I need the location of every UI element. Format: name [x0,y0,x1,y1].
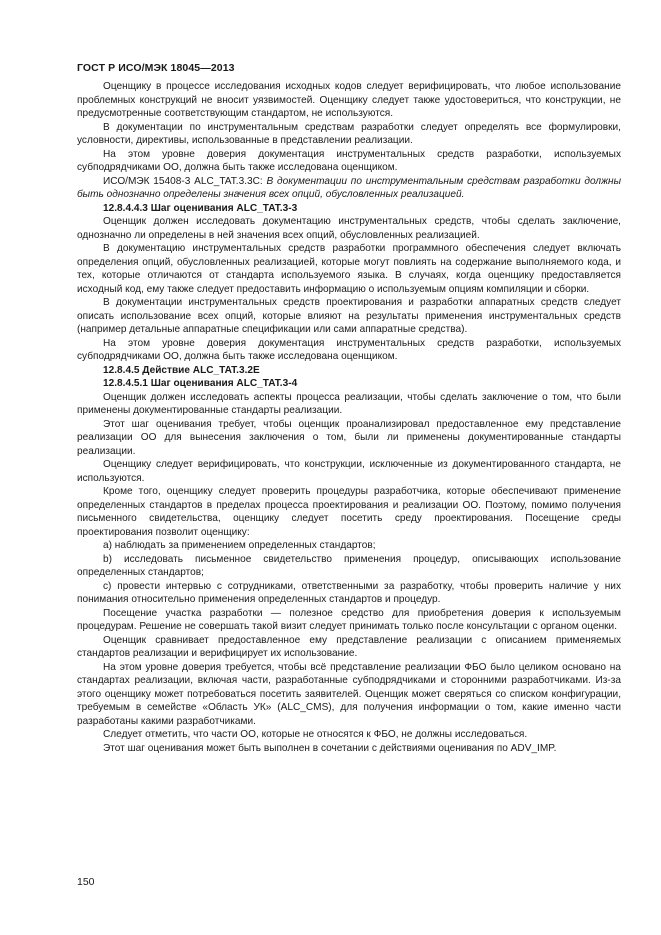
section-heading: 12.8.4.4.3 Шаг оценивания ALC_TAT.3-3 [103,202,298,214]
paragraph: Оценщик должен исследовать документацию инструментальных средств, чтобы сделать заключение, однозначно ли определены в ней значения всех опций, обусловленных реализацией. [77,216,621,241]
paragraph: Этот шаг оценивания требует, чтобы оценщик проанализировал предоставленное ему представление реализации ОО для вынесения заключения о том, были ли применены документированные стандарты реализации. [77,418,621,457]
paragraph: В документации инструментальных средств проектирования и разработки аппаратных средств следует описать использование всех опций, которые влияют на результаты применения инструментальных средств (например детальные аппаратные спецификации или сами аппаратные средства). [77,297,621,335]
iso-reference-text: В документации по инструментальным средствам разработки должны быть однозначно определены значения всех опций, обусловленных реализацией. [77,175,621,200]
paragraph: На этом уровне доверия документация инструментальных средств разработки, используемых субподрядчиками ОО, должна быть также исследована оценщиком. [77,148,621,173]
iso-reference [77,175,621,202]
paragraph: Оценщику в процессе исследования исходных кодов следует верифицировать, что любое использование проблемных конструкций не вносит уязвимостей. Оценщику следует также удостовериться, что конструкции, не предусмотренные соответствующим стандартом, не используются. [77,81,621,119]
paragraph: В документацию инструментальных средств разработки программного обеспечения следует включать определения опций, обусловленных реализацией, которые могут повлиять на содержание выполняемого кода, и тех, которые отличаются от стандарта используемого языка. В случаях, когда оценщику предоставляется исходный код, ему также следует предоставить информацию о используемым опциям компиляции и сборки. [77,243,621,295]
section-heading: 12.8.4.5.1 Шаг оценивания ALC_TAT.3-4 [103,378,298,389]
list-item: b) исследовать письменное свидетельство применения процедур, описывающих использование определенных стандартов; [77,553,621,578]
paragraph: На этом уровне доверия требуется, чтобы всё представление реализации ФБО было целиком основано на стандартах реализации, включая части, разработанные субподрядчиками и сторонними разработчиками. Из-за этого оценщику может потребоваться посетить заявителей. Оценщик может сверяться со списком конфигурации, требуемым в семействе «Область УК» (ALC_CMS), для получения информации о том, какие именно части разработаны какими разработчиками. [77,661,621,727]
iso-reference-prefix: ИСО/МЭК 15408-3 ALC_TAT.3.3C: [103,175,267,187]
page-number: 150 [77,876,95,888]
paragraph: Оценщик сравнивает предоставленное ему представление реализации с описанием применяемых стандартов реализации и верифицирует их использование. [77,634,621,659]
section-heading: 12.8.4.5 Действие ALC_TAT.3.2E [103,364,260,376]
paragraph: Оценщик должен исследовать аспекты процесса реализации, чтобы сделать заключение о том, что были применены документированные стандарты реализации. [77,391,621,416]
paragraph: Посещение участка разработки — полезное средство для приобретения доверия к используемым процедурам. Решение не совершать такой визит следует принимать только после консультации с органом оценки. [77,607,621,632]
paragraph: В документации по инструментальным средствам разработки следует определять все формулировки, условности, директивы, использованные в представлении реализации. [77,121,621,146]
paragraph: Оценщику следует верифицировать, что конструкции, исключенные из документированного стандарта, не используются. [77,459,621,484]
paragraph: Следует отметить, что части ОО, которые не относятся к ФБО, не должны исследоваться. [103,729,528,740]
paragraph: Этот шаг оценивания может быть выполнен в сочетании с действиями оценивания по ADV_IMP. [103,742,557,754]
document-header: ГОСТ Р ИСО/МЭК 18045—2013 [77,62,235,74]
paragraph: На этом уровне доверия документация инструментальных средств разработки, используемых субподрядчиками ОО, должна быть также исследована оценщиком. [77,337,621,362]
list-item: c) провести интервью с сотрудниками, ответственными за разработку, чтобы проверить наличие у них понимания относительно применения определенных стандартов и процедур. [77,580,621,605]
paragraph: Кроме того, оценщику следует проверить процедуры разработчика, которые обеспечивают применение определенных стандартов в пределах процесса проектирования и реализации ОО. Поэтому, помимо получения письменного свидетельства, оценщику следует посетить среду проектирования. Посещение среды проектирования позволит оценщику: [77,486,621,538]
document-body [77,80,621,755]
list-item: a) наблюдать за применением определенных стандартов; [103,540,376,551]
